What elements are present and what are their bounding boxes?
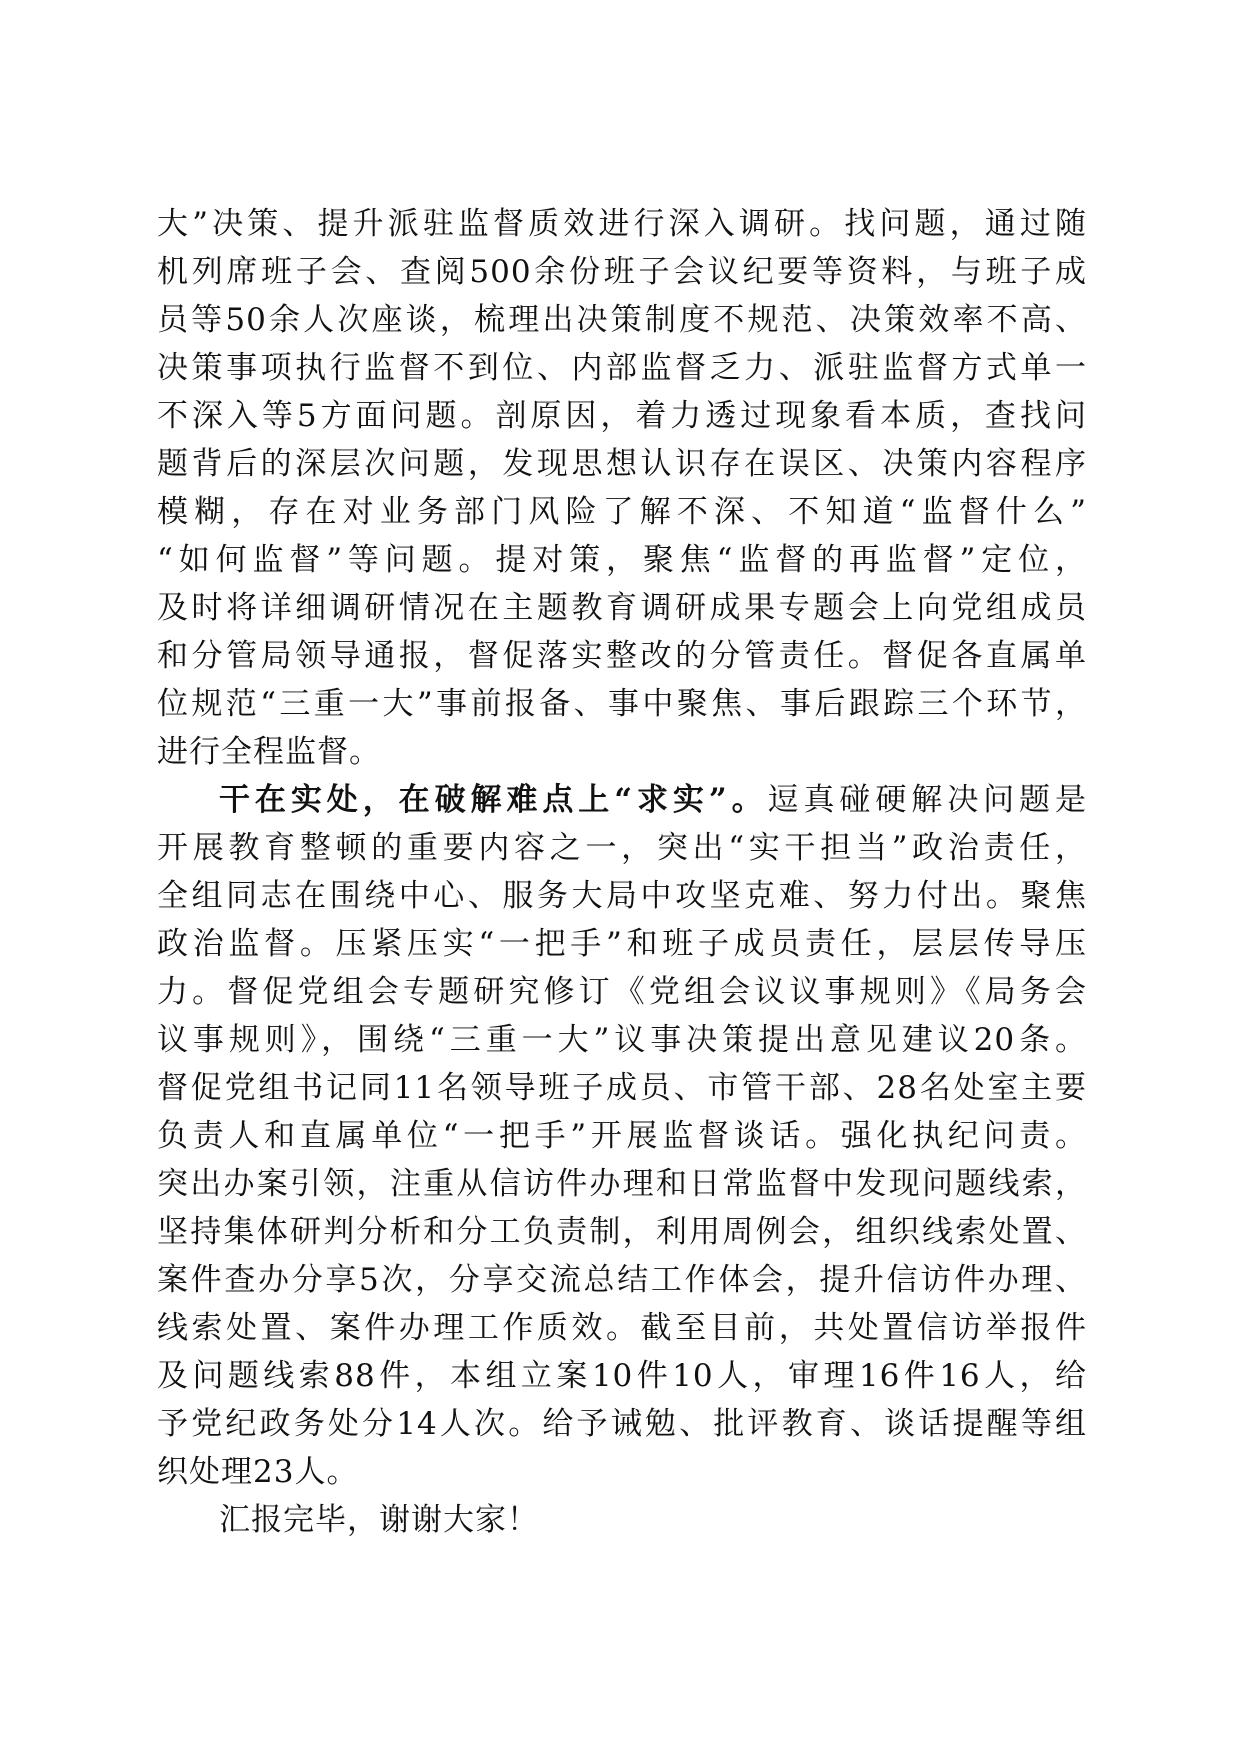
text-line: 及时将详细调研情况在主题教育调研成果专题会上向党组成员	[157, 590, 1087, 626]
text-line: 模糊，存在对业务部门风险了解不深、不知道“监督什么”	[157, 494, 1087, 530]
text-line: 员等50余人次座谈，梳理出决策制度不规范、决策效率不高、	[157, 302, 1087, 338]
text-line: 决策事项执行监督不到位、内部监督乏力、派驻监督方式单一	[157, 350, 1087, 386]
paragraph-closing	[157, 1496, 1087, 1544]
text-line: 督促党组书记同11名领导班子成员、市管干部、28名处室主要	[157, 1070, 1087, 1106]
text-line: 不深入等5方面问题。剖原因，着力透过现象看本质，查找问	[157, 398, 1087, 434]
text-line: 开展教育整顿的重要内容之一，突出“实干担当”政治责任，	[157, 830, 1087, 866]
heading-line-rest: 逗真碰硬解决问题是	[767, 782, 1087, 818]
closing-line: 汇报完毕，谢谢大家！	[219, 1502, 539, 1538]
text-line: 负责人和直属单位“一把手”开展监督谈话。强化执纪问责。	[157, 1118, 1087, 1154]
text-line: 全组同志在围绕中心、服务大局中攻坚克难、努力付出。聚焦	[157, 878, 1087, 914]
text-line: 坚持集体研判分析和分工负责制，利用周例会，组织线索处置、	[157, 1214, 1087, 1250]
text-line: 力。督促党组会专题研究修订《党组会议议事规则》《局务会	[157, 974, 1087, 1010]
text-line: 和分管局领导通报，督促落实整改的分管责任。督促各直属单	[157, 638, 1087, 674]
text-line: 织处理23人。	[157, 1454, 359, 1490]
paragraph-practice	[157, 776, 1087, 1496]
text-line: 大”决策、提升派驻监督质效进行深入调研。找问题，通过随	[157, 206, 1087, 242]
text-line: 案件查办分享5次，分享交流总结工作体会，提升信访件办理、	[157, 1262, 1087, 1298]
text-line: 议事规则》，围绕“三重一大”议事决策提出意见建议20条。	[157, 1022, 1087, 1058]
text-line: 机列席班子会、查阅500余份班子会议纪要等资料，与班子成	[157, 254, 1087, 290]
text-line: 线索处置、案件办理工作质效。截至目前，共处置信访举报件	[157, 1310, 1087, 1346]
text-line: 突出办案引领，注重从信访件办理和日常监督中发现问题线索，	[157, 1166, 1087, 1202]
text-line: 题背后的深层次问题，发现思想认识存在误区、决策内容程序	[157, 446, 1087, 482]
text-line: 及问题线索88件，本组立案10件10人，审理16件16人，给	[157, 1358, 1087, 1394]
section-heading: 干在实处，在破解难点上“求实”。	[219, 782, 768, 818]
body-text	[157, 200, 1087, 1544]
text-line: 予党纪政务处分14人次。给予诫勉、批评教育、谈话提醒等组	[157, 1406, 1087, 1442]
text-line: 位规范“三重一大”事前报备、事中聚焦、事后跟踪三个环节，	[157, 686, 1087, 722]
text-line: “如何监督”等问题。提对策，聚焦“监督的再监督”定位，	[157, 542, 1087, 578]
text-line: 政治监督。压紧压实“一把手”和班子成员责任，层层传导压	[157, 926, 1087, 962]
text-line: 进行全程监督。	[157, 734, 381, 770]
paragraph-research	[157, 200, 1087, 776]
text-line	[157, 776, 1087, 824]
